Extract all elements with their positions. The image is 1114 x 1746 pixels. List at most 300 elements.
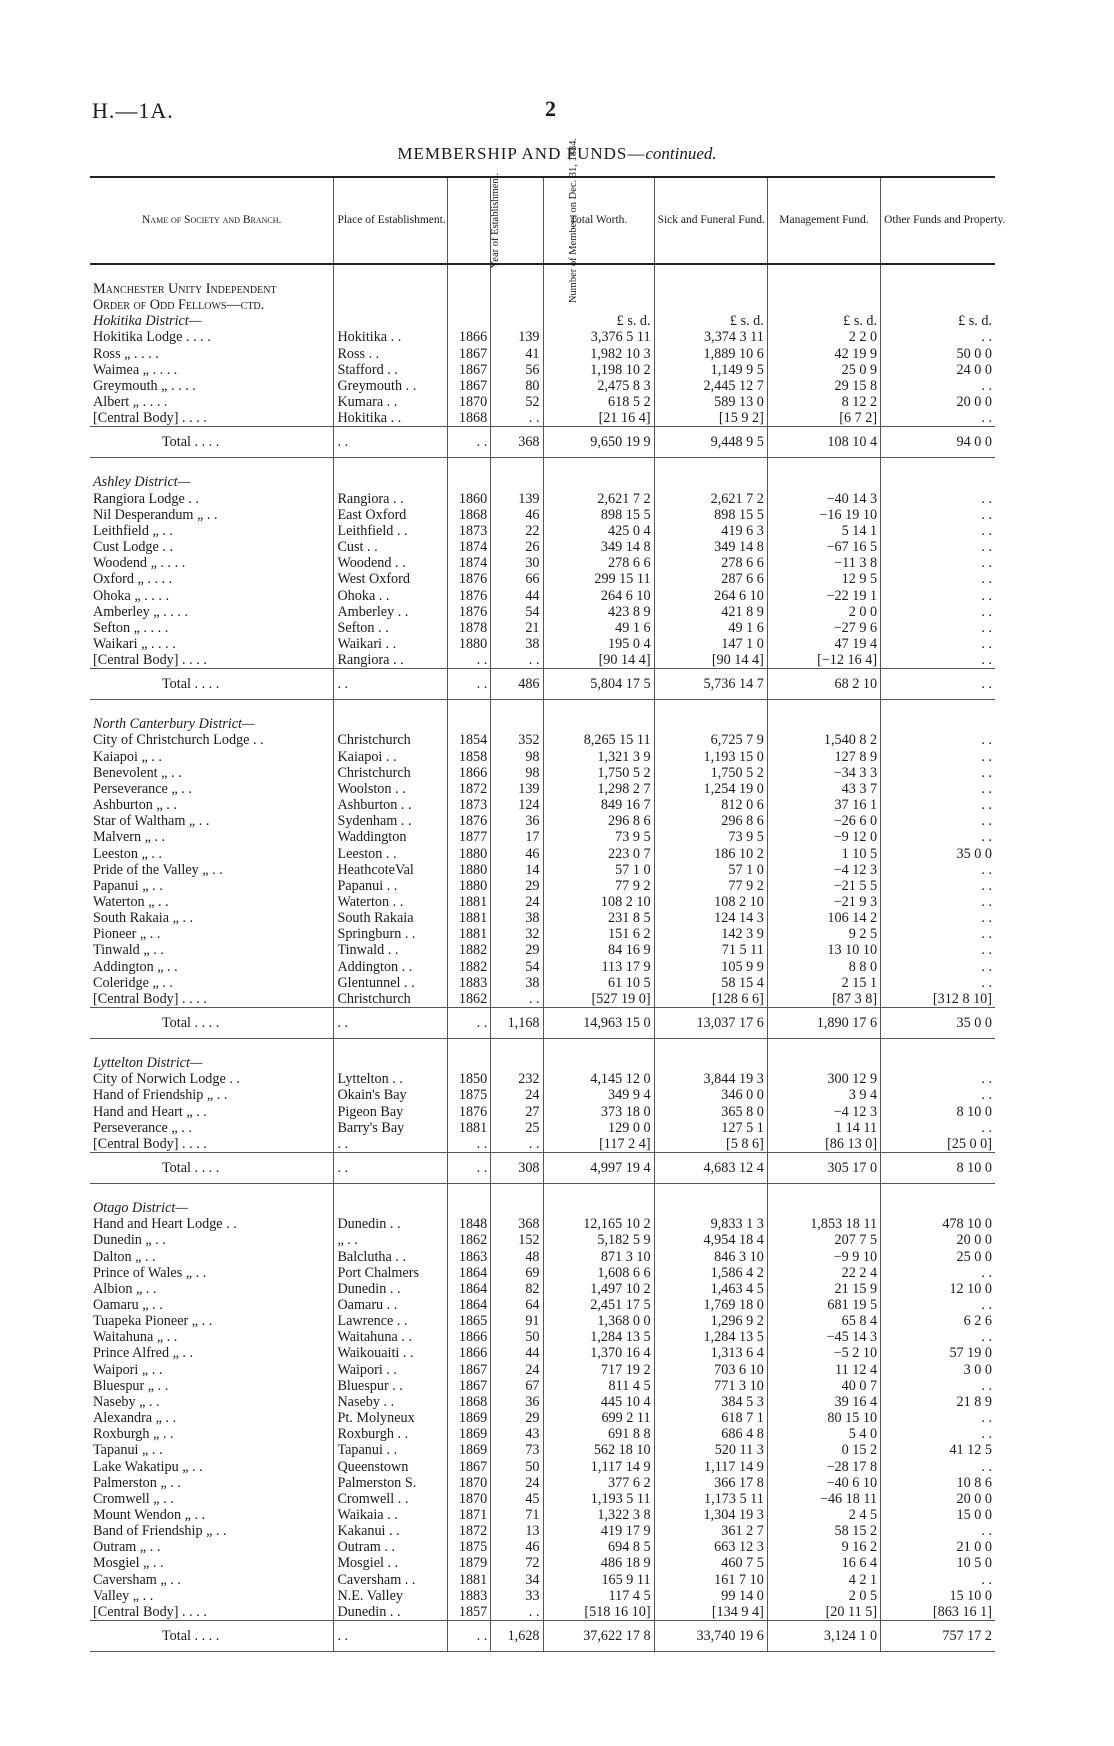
table-row	[90, 1442, 995, 1458]
other-funds: . .	[881, 829, 995, 845]
table-row	[90, 394, 995, 410]
total-row	[90, 1153, 995, 1184]
year: 1864	[447, 1297, 491, 1313]
total-worth: 1,368 0 0	[543, 1313, 654, 1329]
members: 43	[491, 1426, 543, 1442]
branch-name: Ashburton „ . .	[93, 797, 177, 814]
place	[334, 1055, 447, 1071]
sick-funeral-fund: 1,750 5 2	[654, 765, 767, 781]
district-heading	[90, 1055, 995, 1071]
other-funds: . .	[881, 620, 995, 636]
members: . .	[491, 991, 543, 1008]
management-fund: 2 15 1	[767, 975, 880, 991]
year: 1862	[447, 1232, 491, 1248]
sick-funeral-fund: 186 10 2	[654, 846, 767, 862]
total-worth	[543, 1200, 654, 1216]
other-funds: . .	[881, 975, 995, 991]
management-fund: 1 10 5	[767, 846, 880, 862]
table-row	[90, 329, 995, 345]
place: Pt. Molyneux	[334, 1410, 447, 1426]
members: 139	[491, 491, 543, 507]
table-row	[90, 491, 995, 507]
year: 1878	[447, 620, 491, 636]
branch-name: Caversham „ . .	[93, 1571, 181, 1588]
members: 80	[491, 378, 543, 394]
sick-funeral-fund: 846 3 10	[654, 1249, 767, 1265]
year	[447, 297, 491, 313]
other-funds: . .	[881, 781, 995, 797]
year: 1880	[447, 846, 491, 862]
place: „ . .	[334, 1232, 447, 1248]
management-fund: −22 19 1	[767, 588, 880, 604]
year	[447, 474, 491, 490]
sick-funeral-fund: [90 14 4]	[654, 652, 767, 669]
year: . .	[447, 1153, 491, 1184]
branch-name: Tapanui „ . .	[93, 1442, 163, 1459]
other-funds: 20 0 0	[881, 394, 995, 410]
table-row	[90, 588, 995, 604]
year	[447, 716, 491, 732]
members: 64	[491, 1297, 543, 1313]
management-fund	[767, 1055, 880, 1071]
society-heading	[90, 297, 995, 313]
table-row	[90, 1281, 995, 1297]
total-worth: 1,198 10 2	[543, 362, 654, 378]
sick-funeral-fund: 296 8 6	[654, 813, 767, 829]
year: 1866	[447, 1329, 491, 1345]
members: 44	[491, 588, 543, 604]
total-worth: 425 0 4	[543, 523, 654, 539]
total-worth: 49 1 6	[543, 620, 654, 636]
other-funds	[881, 700, 995, 717]
sick-funeral-fund: 71 5 11	[654, 942, 767, 958]
total-worth: 1,497 10 2	[543, 1281, 654, 1297]
management-fund: 8 8 0	[767, 959, 880, 975]
sick-funeral-fund: 49 1 6	[654, 620, 767, 636]
other-funds: . .	[881, 378, 995, 394]
other-funds: . .	[881, 862, 995, 878]
year: 1866	[447, 1345, 491, 1361]
other-funds: . .	[881, 491, 995, 507]
year: . .	[447, 1136, 491, 1153]
total-worth: 151 6 2	[543, 926, 654, 942]
branch-name: Cust Lodge . .	[93, 539, 173, 556]
management-fund: −9 9 10	[767, 1249, 880, 1265]
table-row	[90, 555, 995, 571]
management-fund: 22 2 4	[767, 1265, 880, 1281]
total-worth	[543, 1184, 654, 1201]
total-worth: [90 14 4]	[543, 652, 654, 669]
sick-funeral-fund: 346 0 0	[654, 1087, 767, 1103]
members	[491, 281, 543, 297]
sick-funeral-fund: 1,304 19 3	[654, 1507, 767, 1523]
place: Waikouaiti . .	[334, 1345, 447, 1361]
place	[334, 458, 447, 475]
total-worth	[543, 474, 654, 490]
management-fund: 207 7 5	[767, 1232, 880, 1248]
other-funds: 41 12 5	[881, 1442, 995, 1458]
table-row	[90, 1120, 995, 1136]
other-funds: 478 10 0	[881, 1216, 995, 1232]
spacer-row	[90, 264, 995, 281]
other-funds: . .	[881, 1120, 995, 1136]
total-worth: 1,370 16 4	[543, 1345, 654, 1361]
year: 1867	[447, 362, 491, 378]
members: . .	[491, 1136, 543, 1153]
other-funds: 21 8 9	[881, 1394, 995, 1410]
place: Outram . .	[334, 1539, 447, 1555]
table-row	[90, 1539, 995, 1555]
sick-funeral-fund	[654, 716, 767, 732]
total-worth: 2,451 17 5	[543, 1297, 654, 1313]
sick-funeral-fund: 73 9 5	[654, 829, 767, 845]
year: 1868	[447, 410, 491, 427]
other-funds: . .	[881, 878, 995, 894]
sick-funeral-fund: 365 8 0	[654, 1104, 767, 1120]
total-row	[90, 1621, 995, 1652]
year: 1860	[447, 491, 491, 507]
sick-funeral-fund: 13,037 17 6	[654, 1008, 767, 1039]
total-worth: 1,193 5 11	[543, 1491, 654, 1507]
total-worth: 8,265 15 11	[543, 732, 654, 748]
branch-name: Greymouth „ . . . .	[93, 377, 196, 394]
total-worth: 14,963 15 0	[543, 1008, 654, 1039]
management-fund: [20 11 5]	[767, 1604, 880, 1621]
table-row	[90, 362, 995, 378]
sick-funeral-fund	[654, 474, 767, 490]
total-worth	[543, 700, 654, 717]
table-row	[90, 1345, 995, 1361]
year: . .	[447, 1621, 491, 1652]
year: 1876	[447, 813, 491, 829]
sick-funeral-fund	[654, 1184, 767, 1201]
management-fund: [87 3 8]	[767, 991, 880, 1008]
management-fund: 25 0 9	[767, 362, 880, 378]
sick-funeral-fund: £ s. d.	[654, 313, 767, 329]
management-fund: 3 9 4	[767, 1087, 880, 1103]
management-fund: 106 14 2	[767, 910, 880, 926]
other-funds: 20 0 0	[881, 1491, 995, 1507]
management-fund: 16 6 4	[767, 1555, 880, 1571]
branch-name: Hand and Heart „ . .	[93, 1103, 207, 1120]
year	[447, 281, 491, 297]
management-fund: −67 16 5	[767, 539, 880, 555]
management-fund	[767, 281, 880, 297]
management-fund: 5 14 1	[767, 523, 880, 539]
place	[334, 1200, 447, 1216]
other-funds: 10 5 0	[881, 1555, 995, 1571]
table-row	[90, 1426, 995, 1442]
table-row	[90, 1555, 995, 1571]
branch-name: Tinwald „ . .	[93, 942, 164, 959]
table-row	[90, 1297, 995, 1313]
table-row	[90, 1265, 995, 1281]
management-fund: 2 2 0	[767, 329, 880, 345]
place	[334, 716, 447, 732]
place: Springburn . .	[334, 926, 447, 942]
members: 67	[491, 1378, 543, 1394]
place: Dunedin . .	[334, 1281, 447, 1297]
branch-name: Order of Odd Fellows—ctd.	[93, 297, 265, 314]
branch-name: City of Norwich Lodge . .	[93, 1071, 240, 1088]
sick-funeral-fund: 898 15 5	[654, 507, 767, 523]
other-funds: 15 0 0	[881, 1507, 995, 1523]
management-fund: 681 19 5	[767, 1297, 880, 1313]
table-row	[90, 1523, 995, 1539]
total-worth: 117 4 5	[543, 1588, 654, 1604]
other-funds: 24 0 0	[881, 362, 995, 378]
other-funds	[881, 474, 995, 490]
total-worth: 618 5 2	[543, 394, 654, 410]
total-worth: 165 9 11	[543, 1572, 654, 1588]
management-fund: −34 3 3	[767, 765, 880, 781]
branch-name: Hand and Heart Lodge . .	[93, 1216, 237, 1233]
branch-name: Total . . . .	[90, 1008, 334, 1039]
table-row	[90, 1087, 995, 1103]
other-funds: 8 10 0	[881, 1153, 995, 1184]
members: 139	[491, 781, 543, 797]
branch-name: Papanui „ . .	[93, 877, 163, 894]
management-fund: −11 3 8	[767, 555, 880, 571]
management-fund	[767, 1039, 880, 1056]
members: 1,628	[491, 1621, 543, 1652]
year: 1876	[447, 588, 491, 604]
place	[334, 297, 447, 313]
other-funds: . .	[881, 894, 995, 910]
members: 69	[491, 1265, 543, 1281]
other-funds: [863 16 1]	[881, 1604, 995, 1621]
members: 66	[491, 571, 543, 587]
year: 1872	[447, 1523, 491, 1539]
total-worth: 37,622 17 8	[543, 1621, 654, 1652]
place: South Rakaia	[334, 910, 447, 926]
year: 1863	[447, 1249, 491, 1265]
members: 36	[491, 813, 543, 829]
place: Christchurch	[334, 732, 447, 748]
year: 1873	[447, 797, 491, 813]
place: Hokitika . .	[334, 410, 447, 427]
place: Cust . .	[334, 539, 447, 555]
year	[447, 700, 491, 717]
district-heading	[90, 474, 995, 490]
sick-funeral-fund: 77 9 2	[654, 878, 767, 894]
other-funds: . .	[881, 1523, 995, 1539]
management-fund: 1,890 17 6	[767, 1008, 880, 1039]
place: Christchurch	[334, 765, 447, 781]
total-worth: 717 19 2	[543, 1362, 654, 1378]
management-fund: −16 19 10	[767, 507, 880, 523]
year: 1867	[447, 346, 491, 362]
branch-name: Star of Waltham „ . .	[93, 813, 210, 830]
total-worth: 562 18 10	[543, 1442, 654, 1458]
branch-name: Total . . . .	[90, 427, 334, 458]
members: 26	[491, 539, 543, 555]
place: Tapanui . .	[334, 1442, 447, 1458]
total-worth: 57 1 0	[543, 862, 654, 878]
branch-name: Mount Wendon „ . .	[93, 1507, 206, 1523]
sick-funeral-fund: 9,833 1 3	[654, 1216, 767, 1232]
sick-funeral-fund: 108 2 10	[654, 894, 767, 910]
year: 1880	[447, 878, 491, 894]
other-funds	[881, 1184, 995, 1201]
total-worth: 5,804 17 5	[543, 669, 654, 700]
other-funds	[881, 1200, 995, 1216]
table-row	[90, 571, 995, 587]
other-funds: . .	[881, 926, 995, 942]
management-fund: 43 3 7	[767, 781, 880, 797]
total-worth: 423 8 9	[543, 604, 654, 620]
branch-name: North Canterbury District—	[93, 716, 255, 733]
table-row	[90, 1378, 995, 1394]
year: 1881	[447, 926, 491, 942]
spacer-row	[90, 458, 995, 475]
branch-name: Albert „ . . . .	[93, 394, 168, 411]
table-header	[90, 177, 995, 264]
year: . .	[447, 1008, 491, 1039]
management-fund: 13 10 10	[767, 942, 880, 958]
total-worth: 12,165 10 2	[543, 1216, 654, 1232]
sick-funeral-fund	[654, 1200, 767, 1216]
place	[334, 474, 447, 490]
year: 1873	[447, 523, 491, 539]
branch-name: Leithfield „ . .	[93, 522, 173, 539]
management-fund: −21 5 5	[767, 878, 880, 894]
management-fund	[767, 264, 880, 281]
other-funds: . .	[881, 555, 995, 571]
sick-funeral-fund: 589 13 0	[654, 394, 767, 410]
management-fund: 5 4 0	[767, 1426, 880, 1442]
year: 1870	[447, 1475, 491, 1491]
year: 1882	[447, 959, 491, 975]
members: 24	[491, 1087, 543, 1103]
sick-funeral-fund: 99 14 0	[654, 1588, 767, 1604]
other-funds: . .	[881, 604, 995, 620]
spacer-row	[90, 1039, 995, 1056]
management-fund: −46 18 11	[767, 1491, 880, 1507]
total-worth: 419 17 9	[543, 1523, 654, 1539]
branch-name: Dunedin „ . .	[93, 1232, 166, 1249]
members: . .	[491, 410, 543, 427]
other-funds: . .	[881, 765, 995, 781]
sick-funeral-fund: [128 6 6]	[654, 991, 767, 1008]
place: Okain's Bay	[334, 1087, 447, 1103]
other-funds: . .	[881, 329, 995, 345]
management-fund: 305 17 0	[767, 1153, 880, 1184]
col-management: Management Fund.	[767, 177, 880, 264]
members	[491, 700, 543, 717]
table-row	[90, 1475, 995, 1491]
branch-name: Total . . . .	[90, 1153, 334, 1184]
year	[447, 1200, 491, 1216]
table-row	[90, 846, 995, 862]
sick-funeral-fund: 127 5 1	[654, 1120, 767, 1136]
total-worth: 223 0 7	[543, 846, 654, 862]
sick-funeral-fund: [134 9 4]	[654, 1604, 767, 1621]
other-funds: . .	[881, 588, 995, 604]
table-row	[90, 1604, 995, 1621]
management-fund: −27 9 6	[767, 620, 880, 636]
management-fund: 127 8 9	[767, 749, 880, 765]
members: 27	[491, 1104, 543, 1120]
branch-name: Outram „ . .	[93, 1539, 161, 1556]
table-row	[90, 991, 995, 1008]
branch-name	[90, 264, 334, 281]
year: 1877	[447, 829, 491, 845]
year: 1867	[447, 378, 491, 394]
members: 30	[491, 555, 543, 571]
other-funds: 3 0 0	[881, 1362, 995, 1378]
place	[334, 281, 447, 297]
year: 1858	[447, 749, 491, 765]
sick-funeral-fund: 264 6 10	[654, 588, 767, 604]
place: Kumara . .	[334, 394, 447, 410]
branch-name: Valley „ . .	[93, 1587, 154, 1604]
members	[491, 1184, 543, 1201]
other-funds: . .	[881, 942, 995, 958]
total-worth: 349 14 8	[543, 539, 654, 555]
district-heading	[90, 313, 995, 329]
other-funds: 6 2 6	[881, 1313, 995, 1329]
year: 1867	[447, 1459, 491, 1475]
sick-funeral-fund	[654, 281, 767, 297]
year: 1867	[447, 1378, 491, 1394]
sick-funeral-fund: 3,844 19 3	[654, 1071, 767, 1087]
branch-name: Lake Wakatipu „ . .	[93, 1458, 203, 1475]
branch-name: Waipori „ . .	[93, 1361, 163, 1378]
place: . .	[334, 1008, 447, 1039]
total-worth: 898 15 5	[543, 507, 654, 523]
year	[447, 458, 491, 475]
members: 24	[491, 1475, 543, 1491]
year: 1876	[447, 1104, 491, 1120]
branch-name: Hokitika Lodge . . . .	[93, 329, 211, 346]
total-worth: 4,997 19 4	[543, 1153, 654, 1184]
place: Rangiora . .	[334, 491, 447, 507]
place: Waterton . .	[334, 894, 447, 910]
other-funds: 50 0 0	[881, 346, 995, 362]
sick-funeral-fund	[654, 1055, 767, 1071]
branch-name: Kaiapoi „ . .	[93, 748, 162, 765]
members: 48	[491, 1249, 543, 1265]
year: 1866	[447, 765, 491, 781]
table-row	[90, 1572, 995, 1588]
other-funds: . .	[881, 959, 995, 975]
table-row	[90, 829, 995, 845]
society-heading	[90, 281, 995, 297]
other-funds: . .	[881, 1297, 995, 1313]
sick-funeral-fund: 105 9 9	[654, 959, 767, 975]
place: Waikari . .	[334, 636, 447, 652]
place: . .	[334, 669, 447, 700]
table-row	[90, 1313, 995, 1329]
total-worth: 9,650 19 9	[543, 427, 654, 458]
management-fund: 4 2 1	[767, 1572, 880, 1588]
other-funds: . .	[881, 1265, 995, 1281]
total-worth: 1,117 14 9	[543, 1459, 654, 1475]
branch-name: City of Christchurch Lodge . .	[93, 732, 264, 749]
branch-name: Waitahuna „ . .	[93, 1329, 178, 1346]
members: 46	[491, 1539, 543, 1555]
other-funds: . .	[881, 669, 995, 700]
branch-name: Total . . . .	[90, 1621, 334, 1652]
other-funds: . .	[881, 749, 995, 765]
sick-funeral-fund: 1,117 14 9	[654, 1459, 767, 1475]
year: 1862	[447, 991, 491, 1008]
total-worth: 5,182 5 9	[543, 1232, 654, 1248]
management-fund: 1 14 11	[767, 1120, 880, 1136]
total-worth	[543, 716, 654, 732]
branch-name: Waimea „ . . . .	[93, 361, 178, 378]
